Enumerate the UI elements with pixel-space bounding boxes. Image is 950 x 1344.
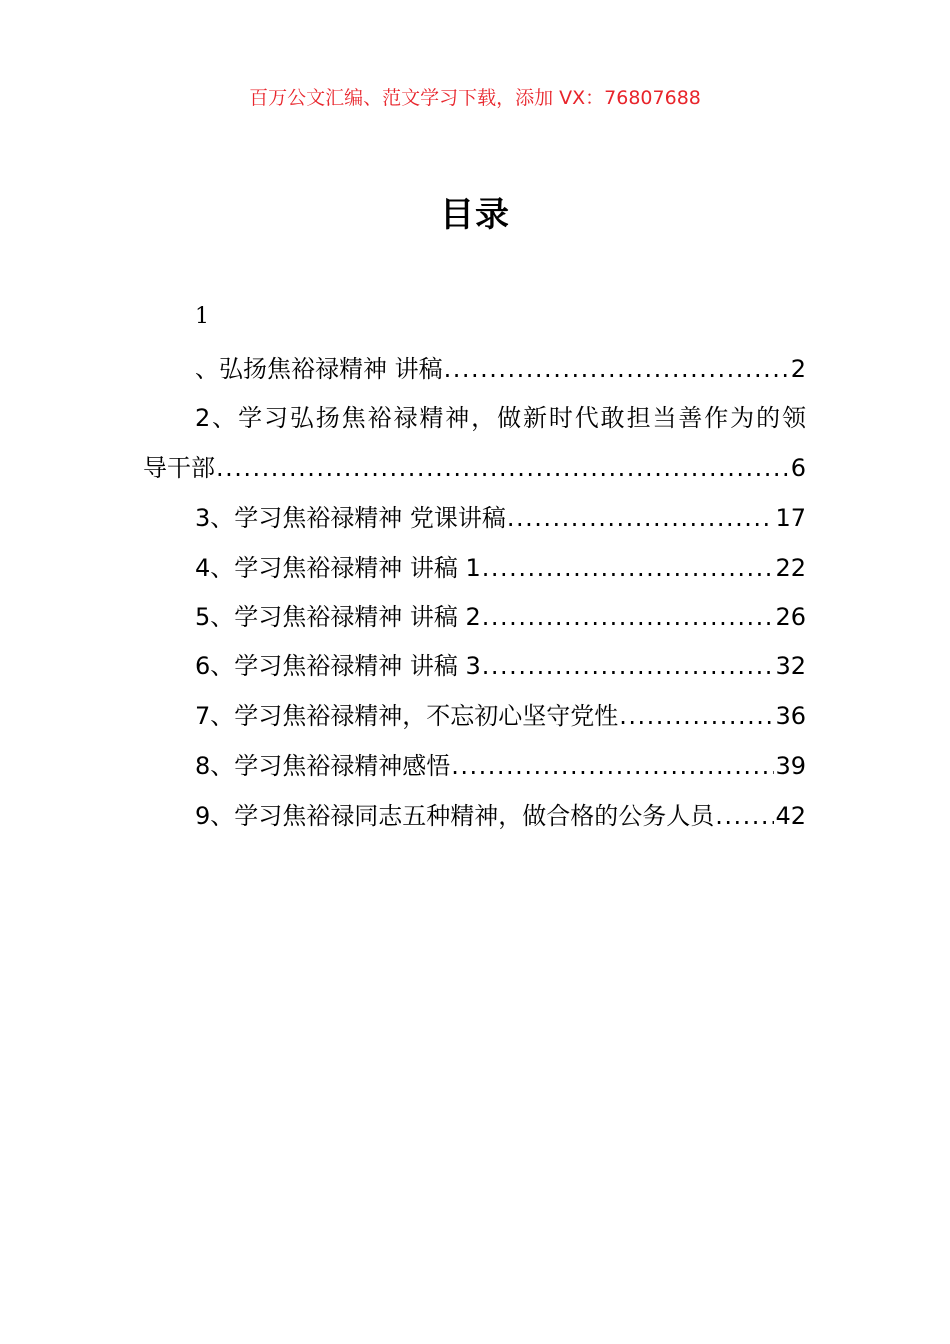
toc-entry-7[interactable] — [195, 697, 806, 735]
toc-entry-page: 2 — [790, 355, 806, 383]
toc-entry-page: 42 — [775, 802, 806, 830]
toc-entry-page: 17 — [775, 504, 806, 532]
toc-leader-dots — [507, 499, 775, 537]
toc-entry-page: 32 — [775, 652, 806, 680]
toc-entry-page: 22 — [775, 554, 806, 582]
toc-leader-dots — [216, 449, 790, 487]
toc-leader-dots — [444, 350, 790, 388]
toc-first-number: 1 — [195, 304, 209, 329]
toc-entry-page: 26 — [775, 603, 806, 631]
toc-entry-title: 8、学习焦裕禄精神感悟 — [195, 752, 451, 780]
toc-entry-title: 、弘扬焦裕禄精神 讲稿 — [195, 355, 443, 383]
toc-entry-title: 7、学习焦裕禄精神，不忘初心坚守党性 — [195, 702, 619, 730]
toc-entry-4[interactable] — [195, 549, 806, 587]
toc-entry-9[interactable] — [195, 797, 806, 835]
toc-entry-title: 4、学习焦裕禄精神 讲稿 1 — [195, 554, 481, 582]
toc-leader-dots — [451, 747, 774, 785]
toc-leader-dots — [482, 549, 775, 587]
toc-entry-1[interactable] — [195, 350, 806, 388]
page-title: 目录 — [440, 195, 510, 235]
toc-entry-2-line2[interactable] — [143, 449, 806, 487]
toc-entry-page: 6 — [790, 454, 806, 482]
toc-leader-dots — [482, 598, 775, 636]
toc-entry-page: 36 — [775, 702, 806, 730]
toc-entry-title: 6、学习焦裕禄精神 讲稿 3 — [195, 652, 481, 680]
toc-entry-title: 9、学习焦裕禄同志五种精神，做合格的公务人员 — [195, 802, 715, 830]
toc-leader-dots — [482, 647, 775, 685]
toc-entry-6[interactable] — [195, 647, 806, 685]
toc-entry-title: 导干部 — [143, 454, 215, 482]
toc-leader-dots — [715, 797, 774, 835]
toc-entry-2-line1[interactable]: 2、学习弘扬焦裕禄精神，做新时代敢担当善作为的领 — [195, 404, 806, 432]
toc-entry-8[interactable] — [195, 747, 806, 785]
toc-entry-3[interactable] — [195, 499, 806, 537]
toc-leader-dots — [619, 697, 774, 735]
toc-entry-title: 5、学习焦裕禄精神 讲稿 2 — [195, 603, 481, 631]
toc-entry-5[interactable] — [195, 598, 806, 636]
toc-entry-title: 3、学习焦裕禄精神 党课讲稿 — [195, 504, 506, 532]
toc-entry-page: 39 — [775, 752, 806, 780]
header-note: 百万公文汇编、范文学习下载，添加 VX：76807688 — [249, 87, 701, 109]
